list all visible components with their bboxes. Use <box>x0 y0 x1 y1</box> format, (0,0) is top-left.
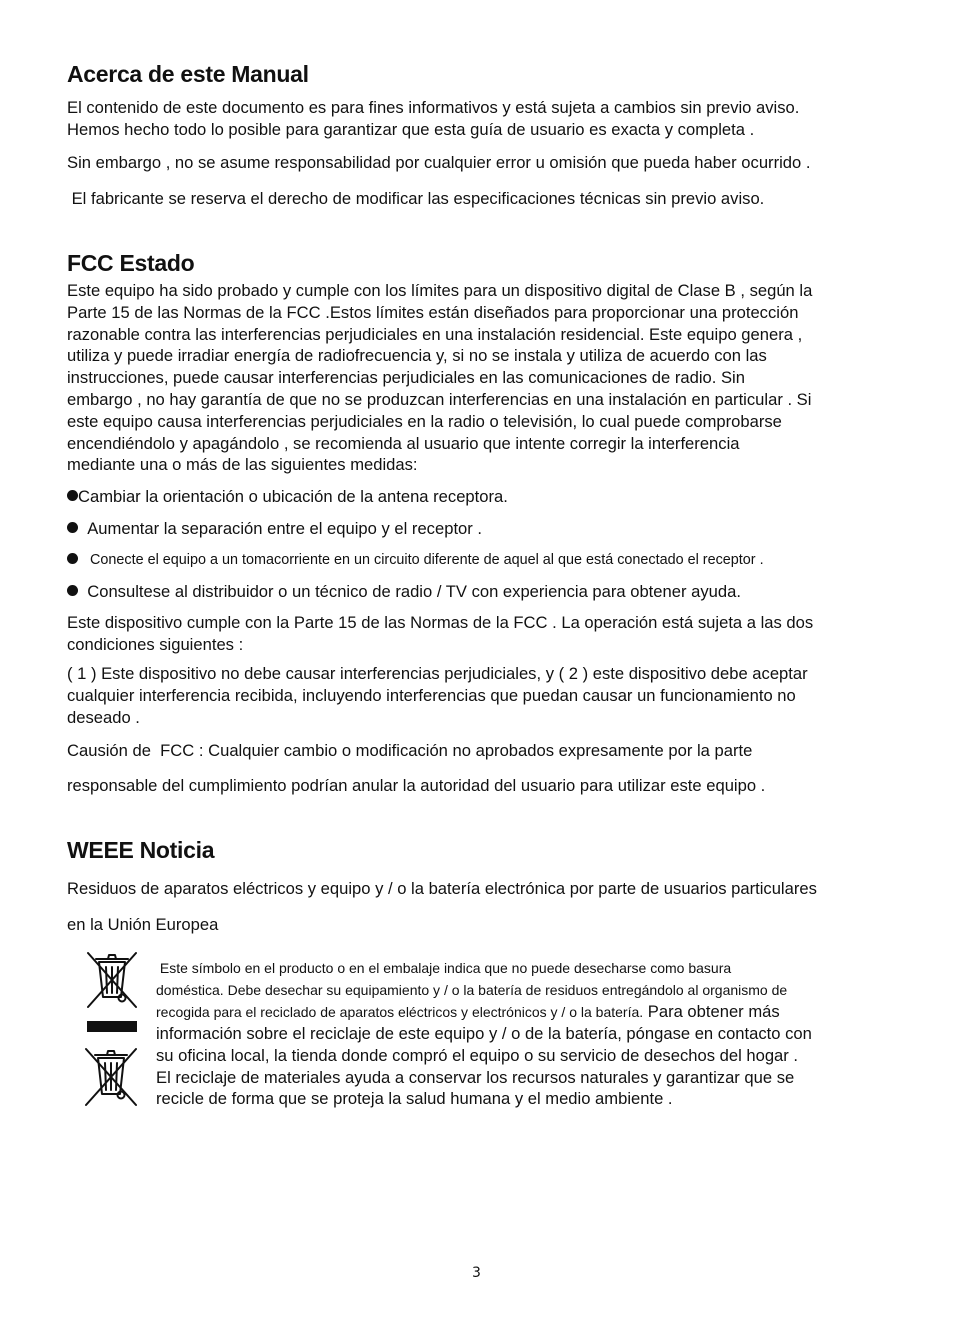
fcc-intro-line: razonable contra las interferencias perjudiciales en una instalación residencial. Este equipo genera , <box>67 324 803 344</box>
weee-large-line: su oficina local, la tienda donde compró el equipo o su servicio de desechos del hogar . <box>156 1045 799 1065</box>
fcc-intro-line: embargo , no hay garantía de que no se produzcan interferencias en una instalación en particular . Si <box>67 389 812 409</box>
page-number: 3 <box>472 1265 481 1281</box>
weee-small-line: Este símbolo en el producto o en el embalaje indica que no puede desecharse como basura <box>156 960 732 976</box>
fcc-intro-line: mediante una o más de las siguientes medidas: <box>67 455 418 475</box>
fcc-intro-line: Este equipo ha sido probado y cumple con los límites para un dispositivo digital de Clase B , según la <box>67 281 813 300</box>
bullet-dot-icon <box>67 585 78 596</box>
fcc-conditions-line: deseado . <box>67 707 140 727</box>
fcc-intro-line: utiliza y puede irradiar energía de radiofrecuencia y, si no se instala y utiliza de acuerdo con las <box>67 346 767 366</box>
weee-mixed-large-text: Para obtener más <box>643 1002 780 1021</box>
crossed-bin-icon <box>80 1045 142 1114</box>
bullet-item <box>67 518 482 540</box>
bullet-dot-icon <box>67 553 78 564</box>
fcc-conditions-line: ( 1 ) Este dispositivo no debe causar interferencias perjudiciales, y ( 2 ) este dispositivo debe aceptar <box>67 664 808 683</box>
fcc-intro-line: este equipo causa interferencias perjudiciales en la radio o televisión, lo cual puede comprobarse <box>67 411 782 431</box>
fcc-intro-paragraph <box>67 280 812 476</box>
fcc-intro-line: Parte 15 de las Normas de la FCC .Estos límites están diseñados para proporcionar una protección <box>67 302 799 322</box>
bullet-item <box>67 581 741 603</box>
weee-mixed-small-text: recogida para el reciclado de aparatos eléctricos y electrónicos y / o la batería. <box>156 1004 644 1020</box>
weee-large-line: información sobre el reciclaje de este equipo y / o de la batería, póngase en contacto con <box>156 1024 812 1043</box>
bullet-text: Conecte el equipo a un tomacorriente en un circuito diferente de aquel al que está conectado el receptor . <box>90 552 764 568</box>
bullet-text: Cambiar la orientación o ubicación de la antena receptora. <box>78 487 508 506</box>
fcc-part15-paragraph <box>67 612 813 656</box>
weee-title: WEEE Noticia <box>67 837 215 863</box>
weee-large-line: El reciclaje de materiales ayuda a conservar los recursos naturales y garantizar que se <box>156 1067 795 1087</box>
weee-large-line: recicle de forma que se proteja la salud humana y el medio ambiente . <box>156 1089 673 1109</box>
fcc-intro-line: instrucciones, puede causar interferencias perjudiciales en las comunicaciones de radio. Sin <box>67 368 745 388</box>
fcc-conditions-line: cualquier interferencia recibida, incluyendo interferencias que puedan causar un funcionamiento no <box>67 685 796 705</box>
bullet-text: Aumentar la separación entre el equipo y el receptor . <box>87 519 483 538</box>
bullet-text: Consultese al distribuidor o un técnico de radio / TV con experiencia para obtener ayuda. <box>87 582 741 601</box>
fcc-caution-line-2: responsable del cumplimiento podrían anular la autoridad del usuario para utilizar este equipo . <box>67 776 766 795</box>
fcc-title: FCC Estado <box>67 250 195 276</box>
weee-small-line: doméstica. Debe desechar su equipamiento y / o la batería de residuos entregándolo al organismo de <box>156 982 788 998</box>
weee-subtitle-line-2: en la Unión Europea <box>67 915 219 934</box>
fcc-conditions-paragraph <box>67 663 808 728</box>
bullet-item <box>67 486 508 508</box>
about-line-2: Hemos hecho todo lo posible para garantizar que esta guía de usuario es exacta y completa . <box>67 120 755 139</box>
about-line-1: El contenido de este documento es para fines informativos y está sujeta a cambios sin previo aviso. <box>67 98 800 117</box>
crossed-bin-icon <box>82 949 142 1016</box>
about-para-2: Sin embargo , no se asume responsabilidad por cualquier error u omisión que pueda haber ocurrido . <box>67 153 811 172</box>
about-para-3: El fabricante se reserva el derecho de modificar las especificaciones técnicas sin previo aviso. <box>67 189 765 208</box>
weee-description <box>156 958 812 1110</box>
bullet-dot-icon <box>67 522 78 533</box>
bullet-item <box>67 550 764 572</box>
weee-subtitle-line-1: Residuos de aparatos eléctricos y equipo y / o la batería electrónica por parte de usuarios particulares <box>67 879 817 898</box>
bullet-dot-icon <box>67 490 78 501</box>
weee-mixed-line <box>156 1001 812 1023</box>
fcc-part15-line: Este dispositivo cumple con la Parte 15 de las Normas de la FCC . La operación está sujeta a las dos <box>67 613 814 632</box>
black-bar-marking <box>87 1021 137 1032</box>
fcc-part15-line: condiciones siguientes : <box>67 634 244 654</box>
about-title: Acerca de este Manual <box>67 61 309 87</box>
fcc-caution-line-1: Causión de FCC : Cualquier cambio o modificación no aprobados expresamente por la parte <box>67 741 753 760</box>
fcc-intro-line: encendiéndolo y apagándolo , se recomienda al usuario que intente corregir la interferencia <box>67 433 740 453</box>
